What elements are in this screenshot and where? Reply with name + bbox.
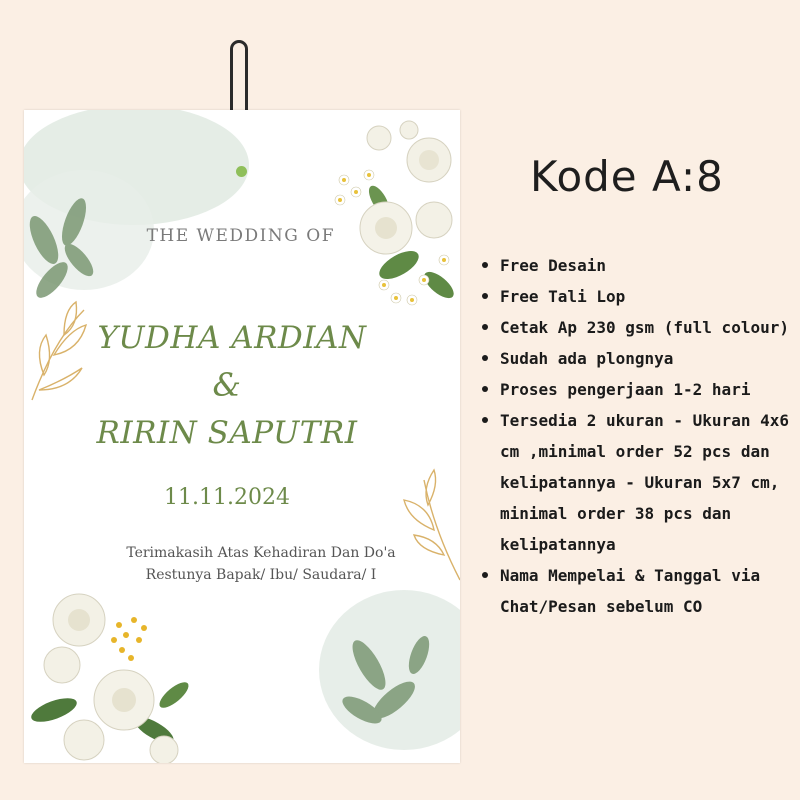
ampersand: & xyxy=(212,366,242,404)
wedding-title: THE WEDDING OF xyxy=(146,226,335,246)
product-code: Kode A:8 xyxy=(530,152,724,201)
bride-name: RIRIN SAPUTRI xyxy=(96,415,358,451)
groom-name: YUDHA ARDIAN xyxy=(97,320,367,356)
feature-item: Tersedia 2 ukuran - Ukuran 4x6 cm ,minimal order 52 pcs dan kelipatannya - Ukuran 5x7 cm, minimal order 38 pcs dan kelipatannya xyxy=(478,405,798,560)
feature-item: Nama Mempelai & Tanggal via Chat/Pesan sebelum CO xyxy=(478,560,798,622)
feature-item: Free Desain xyxy=(478,250,798,281)
feature-item: Sudah ada plongnya xyxy=(478,343,798,374)
invitation-tag-card xyxy=(24,110,460,763)
wedding-date: 11.11.2024 xyxy=(164,485,290,510)
thanks-line-2: Restunya Bapak/ Ibu/ Saudara/ I xyxy=(145,567,377,583)
feature-item: Proses pengerjaan 1-2 hari xyxy=(478,374,798,405)
feature-list xyxy=(478,250,798,622)
tag-hole xyxy=(236,166,247,177)
thanks-message xyxy=(76,542,446,586)
feature-item: Free Tali Lop xyxy=(478,281,798,312)
flower-bouquet-icon xyxy=(335,121,458,305)
hang-loop-icon xyxy=(230,40,248,114)
feature-item: Cetak Ap 230 gsm (full colour) xyxy=(478,312,798,343)
thanks-line-1: Terimakasih Atas Kehadiran Dan Do'a xyxy=(126,545,396,561)
